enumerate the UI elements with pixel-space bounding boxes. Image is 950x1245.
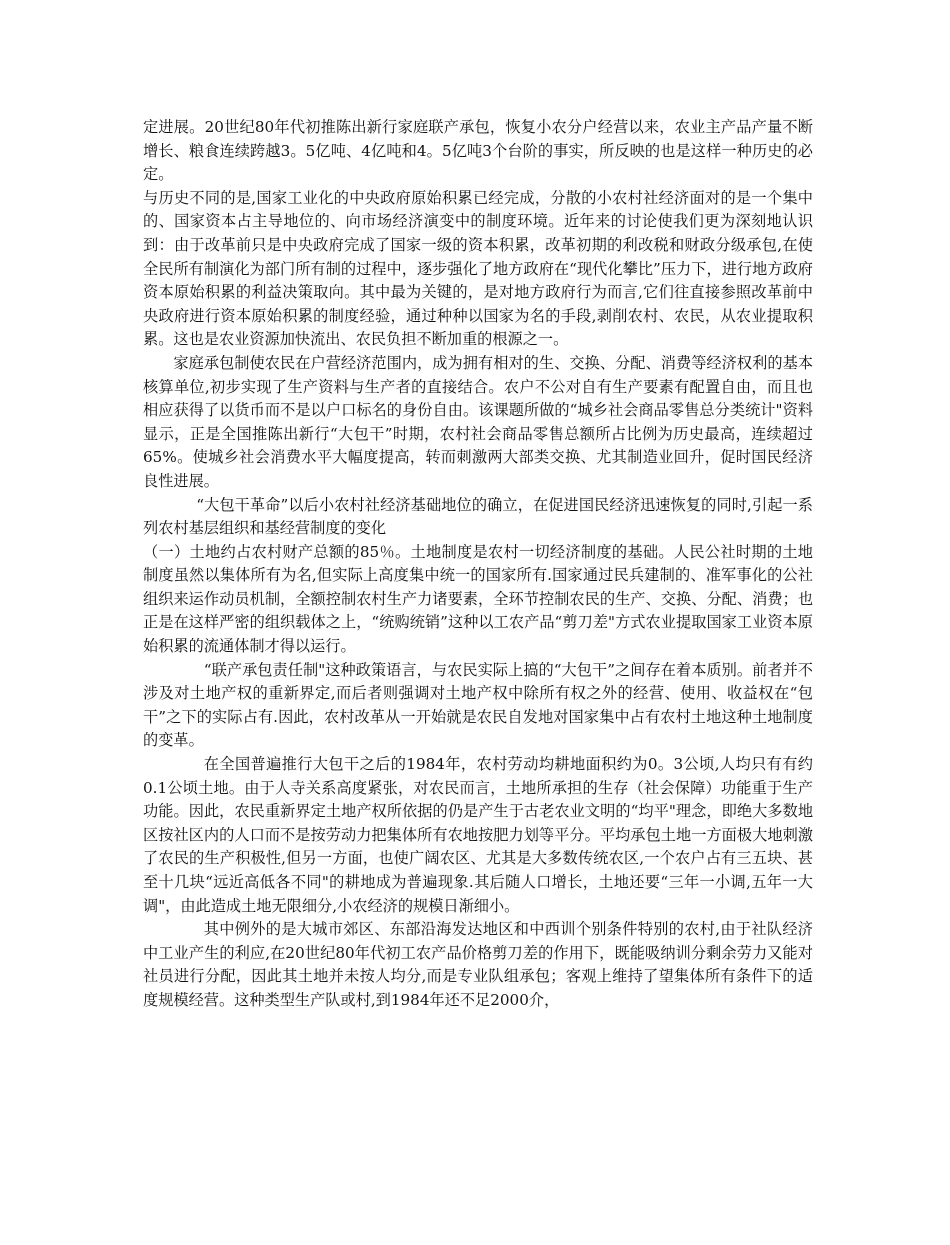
paragraph-4: “大包干革命”以后小农村社经济基础地位的确立，在促进国民经济迅速恢复的同时,引起一系列农村基层组织和基经营制度的变化 [143, 495, 813, 538]
paragraph-7: 在全国普遍推行大包干之后的1984年，农村劳动均耕地面积约为0。3公顷,人均只有有约0.1公顷土地。由于人寺关系高度紧张，对农民而言，土地所承担的生存（社会保障）功能重于生产功能。因此，农民重新界定土地产权所依据的仍是产生于古老农业文明的“均平"理念，即绝大多数地区按社区内的人口而不是按劳动力把集体所有农地按肥力划等平分。平均承包土地一方面极大地刺激了农民的生产积极性,但另一方面，也使广阔农区、尤其是大多数传统农区,一个农户占有三五块、甚至十几块“远近高低各不同"的耕地成为普遍现象.其后随人口增长，土地还要“三年一小调,五年一大调"，由此造成土地无限细分,小农经济的规模日渐细小。 [143, 755, 813, 915]
document-body [143, 116, 813, 1013]
paragraph-5: （一）土地约占农村财产总额的85％。土地制度是农村一切经济制度的基础。人民公社时期的土地制度虽然以集体所有为名,但实际上高度集中统一的国家所有.国家通过民兵建制的、准军事化的公社组织来运作动员机制，全额控制农村生产力诸要素，全环节控制农民的生产、交换、分配、消费；也正是在这样严密的组织载体之上，“统购统销”这种以工农产品“剪刀差"方式农业提取国家工业资本原始积累的流通体制才得以运行。 [143, 542, 813, 656]
paragraph-3: 家庭承包制使农民在户营经济范围内，成为拥有相对的生、交换、分配、消费等经济权利的基本核算单位,初步实现了生产资料与生产者的直接结合。农户不公对自有生产要素有配置自由，而且也相应获得了以货币而不是以户口标名的身份自由。该课题所做的“城乡社会商品零售总分类统计"资料显示，正是全国推陈出新行“大包干”时期，农村社会商品零售总额所占比例为历史最高，连续超过65%。使城乡社会消费水平大幅度提高，转而刺激两大部类交换、尤其制造业回升，促时国民经济良性进展。 [143, 353, 813, 490]
paragraph-1: 定进展。20世纪80年代初推陈出新行家庭联产承包，恢复小农分户经营以来，农业主产品产量不断增长、粮食连续跨越3。5亿吨、4亿吨和4。5亿吨3个台阶的事实，所反映的也是这样一种历史的必定。 [143, 118, 813, 184]
paragraph-2: 与历史不同的是,国家工业化的中央政府原始积累已经完成，分散的小农村社经济面对的是一个集中的、国家资本占主导地位的、向市场经济演变中的制度环境。近年来的讨论使我们更为深刻地认识到：由于改革前只是中央政府完成了国家一级的资本积累，改革初期的利改税和财政分级承包,在使全民所有制演化为部门所有制的过程中，逐步强化了地方政府在“现代化攀比”压力下，进行地方政府资本原始积累的利益决策取向。其中最为关键的，是对地方政府行为而言,它们往直接参照改革前中央政府进行资本原始积累的制度经验，通过种种以国家为名的手段,剥削农村、农民，从农业提取积累。这也是农业资源加快流出、农民负担不断加重的根源之一。 [143, 188, 813, 349]
paragraph-8: 其中例外的是大城市郊区、东部沿海发达地区和中西训个别条件特别的农村,由于社队经济中工业产生的利应,在20世纪80年代初工农产品价格剪刀差的作用下，既能吸纳训分剩余劳力又能对社员进行分配，因此其土地并未按人均分,而是专业队组承包；客观上维持了望集体所有条件下的适度规模经营。这种类型生产队或村,到1984年还不足2000介， [143, 920, 813, 1009]
paragraph-6: “联产承包责任制"这种政策语言，与农民实际上搞的“大包干”之间存在着本质别。前者并不涉及对土地产权的重新界定,而后者则强调对土地产权中除所有权之外的经营、使用、收益权在“包干”之下的实际占有.因此，农村改革从一开始就是农民自发地对国家集中占有农村土地这种土地制度的变革。 [143, 660, 813, 750]
